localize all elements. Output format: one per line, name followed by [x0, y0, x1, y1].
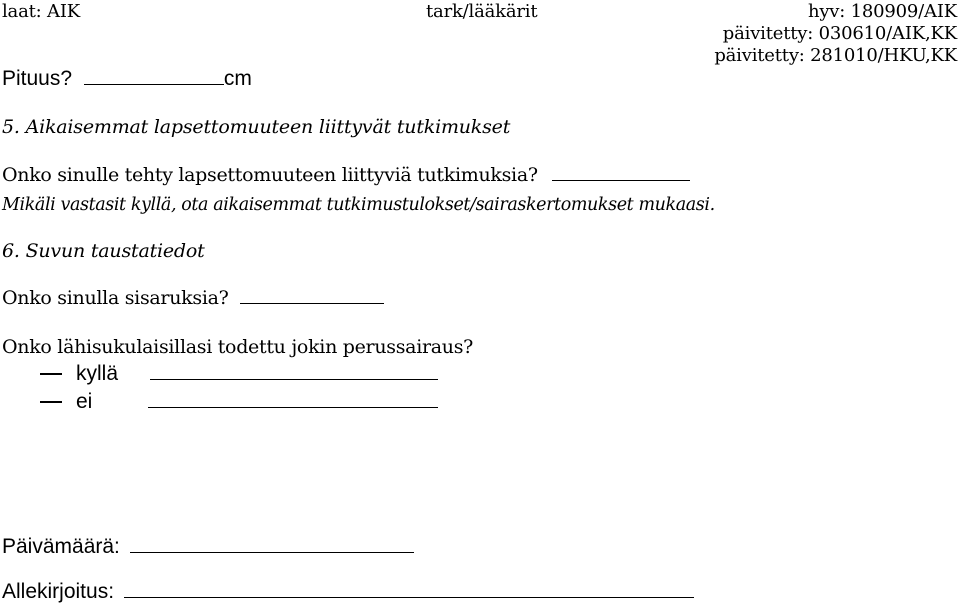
header-center: tark/lääkärit — [426, 1, 538, 22]
header-left: laat: AIK — [2, 1, 80, 22]
signature-line[interactable] — [124, 579, 694, 598]
option-no-label: ei — [76, 390, 93, 413]
disease-question: Onko lähisukulaisillasi todettu jokin perussairaus? — [2, 336, 474, 358]
option-no-row — [40, 389, 438, 415]
height-label: Pituus? — [2, 67, 73, 90]
option-yes-row — [40, 361, 438, 387]
siblings-answer-line[interactable] — [240, 285, 384, 304]
section5-question-row — [2, 162, 690, 187]
date-line[interactable] — [130, 534, 414, 553]
header-right-1: hyv: 180909/AIK — [807, 1, 957, 22]
height-input-line[interactable] — [84, 66, 224, 85]
siblings-row — [2, 285, 384, 310]
dash-bullet — [40, 373, 62, 375]
section6-heading: 6. Suvun taustatiedot — [2, 240, 205, 262]
signature-label: Allekirjoitus: — [2, 580, 115, 603]
height-unit: cm — [223, 67, 252, 90]
date-label: Päivämäärä: — [2, 535, 120, 558]
option-no-line[interactable] — [148, 389, 438, 408]
option-yes-label: kyllä — [76, 362, 119, 385]
siblings-question: Onko sinulla sisaruksia? — [2, 287, 229, 309]
header-right-3: päivitetty: 281010/HKU,KK — [714, 45, 957, 66]
dash-bullet — [40, 401, 62, 403]
header-right-2: päivitetty: 030610/AIK,KK — [722, 23, 957, 44]
option-yes-line[interactable] — [150, 361, 438, 380]
section5-question: Onko sinulle tehty lapsettomuuteen liittyviä tutkimuksia? — [2, 164, 538, 186]
section5-note: Mikäli vastasit kyllä, ota aikaisemmat tutkimustulokset/sairaskertomukset mukaasi. — [2, 195, 715, 215]
date-row — [2, 534, 414, 560]
signature-row — [2, 579, 694, 605]
section5-answer-line[interactable] — [552, 162, 690, 181]
height-row — [2, 66, 252, 92]
section5-heading: 5. Aikaisemmat lapsettomuuteen liittyvät tutkimukset — [2, 116, 511, 138]
